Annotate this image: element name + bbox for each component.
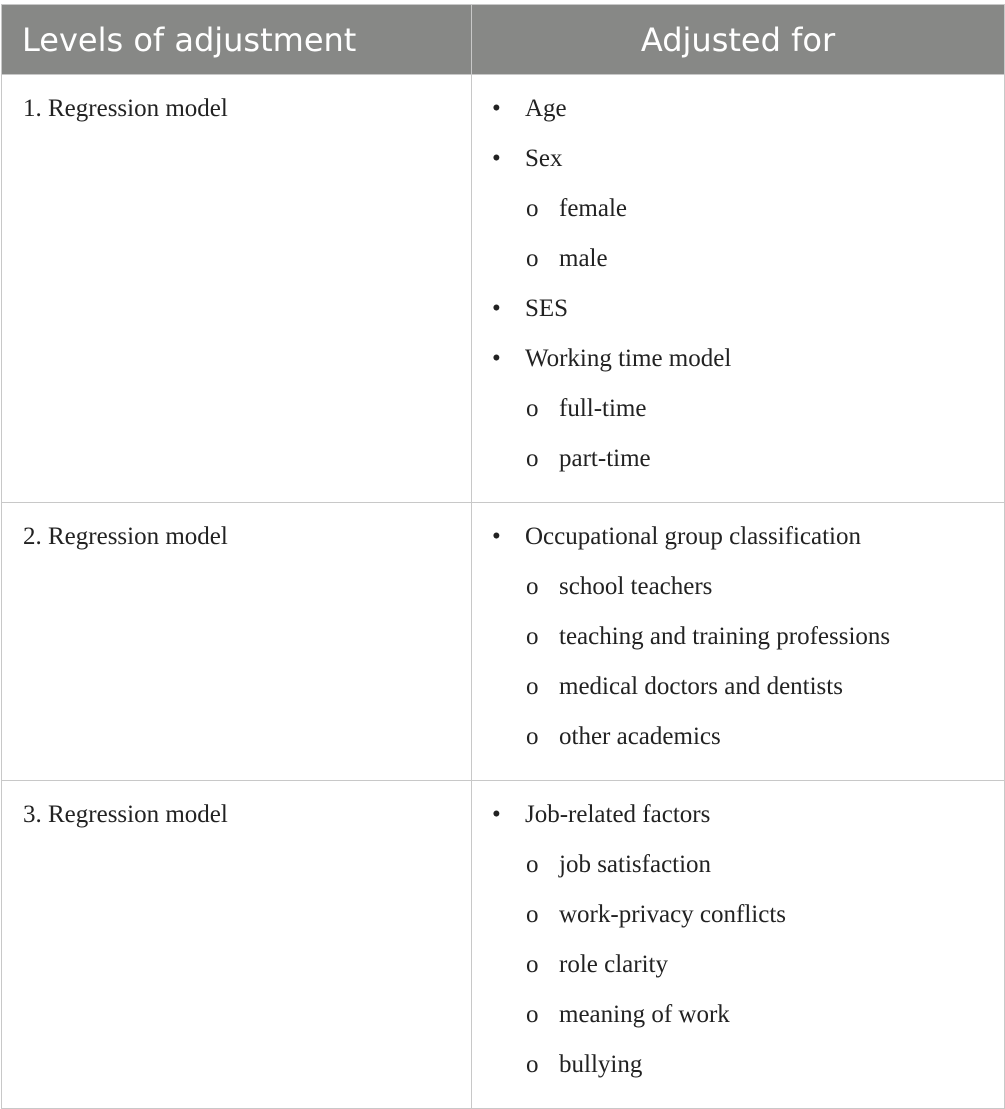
- sub-bullet-icon: o: [526, 951, 539, 978]
- sub-list-item: [472, 192, 1004, 242]
- list-item: [472, 92, 1004, 142]
- sub-list-item: [472, 1048, 1004, 1098]
- sub-list-item: [472, 620, 1004, 670]
- sub-bullet-icon: o: [526, 395, 539, 422]
- adjusted-for-cell: [472, 503, 1005, 781]
- bullet-icon: •: [492, 801, 501, 828]
- adjusted-for-list: [472, 503, 1004, 780]
- item-text: meaning of work: [559, 1001, 730, 1028]
- sub-bullet-icon: o: [526, 195, 539, 222]
- sub-bullet-icon: o: [526, 623, 539, 650]
- item-text: Job-related factors: [525, 801, 711, 828]
- bullet-icon: •: [492, 145, 501, 172]
- adjustment-levels-table: [1, 4, 1005, 1109]
- item-text: work-privacy conflicts: [559, 901, 787, 928]
- sub-bullet-icon: o: [526, 573, 539, 600]
- sub-list-item: [472, 998, 1004, 1048]
- table-row: [2, 781, 1005, 1109]
- adjusted-for-cell: [472, 781, 1005, 1109]
- item-text: role clarity: [559, 951, 668, 978]
- list-item: [472, 520, 1004, 570]
- item-text: teaching and training professions: [559, 623, 891, 650]
- level-cell: [2, 781, 472, 1109]
- sub-list-item: [472, 242, 1004, 292]
- table-row: [2, 75, 1005, 503]
- sub-bullet-icon: o: [526, 1051, 539, 1078]
- list-item: [472, 142, 1004, 192]
- header-row: [2, 5, 1005, 75]
- item-text: male: [559, 245, 608, 272]
- sub-list-item: [472, 898, 1004, 948]
- item-text: medical doctors and dentists: [559, 673, 843, 700]
- adjusted-for-list: [472, 781, 1004, 1108]
- sub-bullet-icon: o: [526, 723, 539, 750]
- header-adjusted-for: Adjusted for: [472, 5, 1005, 75]
- item-text: job satisfaction: [559, 851, 712, 878]
- level-label: 1. Regression model: [23, 95, 228, 122]
- level-label: 2. Regression model: [23, 523, 228, 550]
- table-row: [2, 503, 1005, 781]
- sub-bullet-icon: o: [526, 851, 539, 878]
- item-text: Working time model: [525, 345, 732, 372]
- list-item: [472, 342, 1004, 392]
- list-item: [472, 798, 1004, 848]
- level-label: 3. Regression model: [23, 801, 228, 828]
- sub-list-item: [472, 948, 1004, 998]
- sub-bullet-icon: o: [526, 673, 539, 700]
- sub-bullet-icon: o: [526, 1001, 539, 1028]
- sub-list-item: [472, 392, 1004, 442]
- list-item: [472, 292, 1004, 342]
- sub-bullet-icon: o: [526, 445, 539, 472]
- bullet-icon: •: [492, 295, 501, 322]
- sub-bullet-icon: o: [526, 901, 539, 928]
- level-cell: [2, 503, 472, 781]
- item-text: school teachers: [559, 573, 713, 600]
- item-text: SES: [525, 295, 569, 322]
- bullet-icon: •: [492, 523, 501, 550]
- item-text: Age: [525, 95, 567, 122]
- item-text: Sex: [525, 145, 563, 172]
- item-text: female: [559, 195, 628, 222]
- bullet-icon: •: [492, 95, 501, 122]
- bullet-icon: •: [492, 345, 501, 372]
- item-text: full-time: [559, 395, 647, 422]
- sub-list-item: [472, 848, 1004, 898]
- sub-bullet-icon: o: [526, 245, 539, 272]
- level-cell: [2, 75, 472, 503]
- item-text: Occupational group classification: [525, 523, 861, 550]
- header-levels-of-adjustment: Levels of adjustment: [2, 5, 472, 75]
- item-text: other academics: [559, 723, 721, 750]
- sub-list-item: [472, 442, 1004, 492]
- adjusted-for-cell: [472, 75, 1005, 503]
- item-text: bullying: [559, 1051, 643, 1078]
- sub-list-item: [472, 670, 1004, 720]
- item-text: part-time: [559, 445, 651, 472]
- sub-list-item: [472, 720, 1004, 770]
- sub-list-item: [472, 570, 1004, 620]
- adjusted-for-list: [472, 75, 1004, 502]
